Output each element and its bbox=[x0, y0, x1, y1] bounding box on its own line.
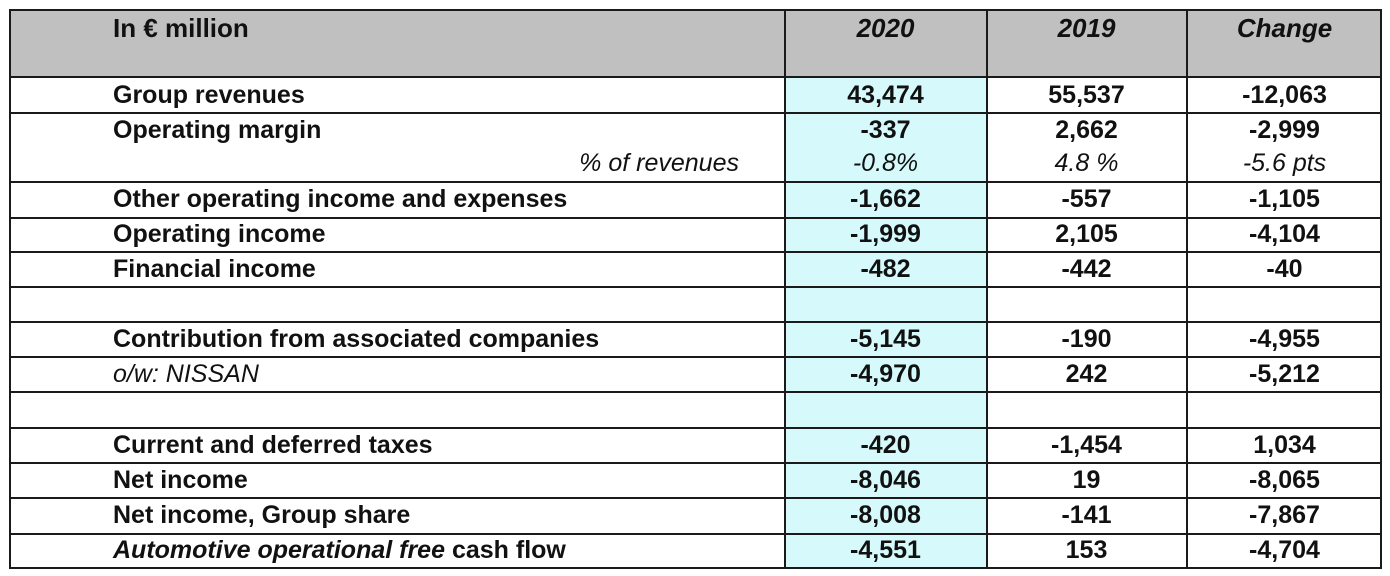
value-change: -5.6 pts bbox=[1242, 149, 1327, 177]
row-label: Other operating income and expenses bbox=[113, 185, 568, 213]
value-2019: 2,105 bbox=[1055, 220, 1118, 248]
row-label: Financial income bbox=[113, 255, 316, 283]
rule-row bbox=[9, 391, 1382, 393]
value-change: -8,065 bbox=[1249, 466, 1320, 494]
value-2020: -8,046 bbox=[850, 466, 921, 494]
value-2020: -1,662 bbox=[850, 185, 921, 213]
row-label: Current and deferred taxes bbox=[113, 431, 433, 459]
value-change: -2,999 bbox=[1249, 116, 1320, 144]
row-label: Net income bbox=[113, 466, 248, 494]
value-2019: 2,662 bbox=[1055, 116, 1118, 144]
rule-row bbox=[9, 427, 1382, 429]
value-2020: -337 bbox=[860, 116, 911, 144]
value-2019: 242 bbox=[1065, 360, 1108, 388]
row-label: o/w: NISSAN bbox=[113, 360, 259, 388]
value-2019: -141 bbox=[1061, 501, 1112, 529]
row-sublabel: % of revenues bbox=[579, 149, 739, 177]
rule-row bbox=[9, 356, 1382, 358]
header-unit-label: In € million bbox=[113, 13, 249, 43]
rule-row bbox=[9, 112, 1382, 114]
value-change: -4,704 bbox=[1249, 536, 1320, 564]
value-2019: -1,454 bbox=[1051, 431, 1122, 459]
row-label: Operating income bbox=[113, 220, 326, 248]
value-2019: 4.8 % bbox=[1054, 149, 1119, 177]
rule-bottom bbox=[9, 567, 1382, 569]
value-2020: 43,474 bbox=[847, 81, 924, 109]
row-label: Contribution from associated companies bbox=[113, 325, 600, 353]
value-2019: -557 bbox=[1061, 185, 1112, 213]
value-change: -40 bbox=[1266, 255, 1303, 283]
row-label: Group revenues bbox=[113, 81, 305, 109]
value-change: -4,955 bbox=[1249, 325, 1320, 353]
value-2020: -5,145 bbox=[850, 325, 921, 353]
rule-row bbox=[9, 251, 1382, 253]
value-change: 1,034 bbox=[1253, 431, 1316, 459]
rule-row bbox=[9, 497, 1382, 499]
value-2020: -0.8% bbox=[852, 149, 919, 177]
value-2019: -190 bbox=[1061, 325, 1112, 353]
value-2020: -420 bbox=[860, 431, 911, 459]
row-label: Operating margin bbox=[113, 116, 322, 144]
row-label-rest: cash flow bbox=[445, 536, 566, 564]
rule-top bbox=[9, 9, 1382, 11]
financial-results-table bbox=[9, 9, 1382, 569]
value-2020: -1,999 bbox=[850, 220, 921, 248]
value-2019: 55,537 bbox=[1048, 81, 1125, 109]
value-change: -5,212 bbox=[1249, 360, 1320, 388]
value-2020: -4,551 bbox=[850, 536, 921, 564]
value-change: -12,063 bbox=[1242, 81, 1327, 109]
value-2019: 19 bbox=[1072, 466, 1101, 494]
value-change: -4,104 bbox=[1249, 220, 1320, 248]
value-2019: 153 bbox=[1065, 536, 1108, 564]
value-2019: -442 bbox=[1061, 255, 1112, 283]
value-2020: -8,008 bbox=[850, 501, 921, 529]
rule-row bbox=[9, 286, 1382, 288]
rule-header-bottom bbox=[9, 76, 1382, 78]
header-2020: 2020 bbox=[856, 13, 915, 43]
row-label-italic-part: Automotive operational free bbox=[113, 536, 445, 564]
rule-row bbox=[9, 321, 1382, 323]
value-change: -7,867 bbox=[1249, 501, 1320, 529]
row-label bbox=[113, 535, 566, 565]
value-change: -1,105 bbox=[1249, 185, 1320, 213]
value-2020: -482 bbox=[860, 255, 911, 283]
header-change: Change bbox=[1236, 13, 1333, 43]
value-2020: -4,970 bbox=[850, 360, 921, 388]
row-label: Net income, Group share bbox=[113, 501, 411, 529]
header-2019: 2019 bbox=[1057, 13, 1116, 43]
rule-left bbox=[9, 9, 11, 569]
rule-row bbox=[9, 181, 1382, 183]
rule-row bbox=[9, 462, 1382, 464]
